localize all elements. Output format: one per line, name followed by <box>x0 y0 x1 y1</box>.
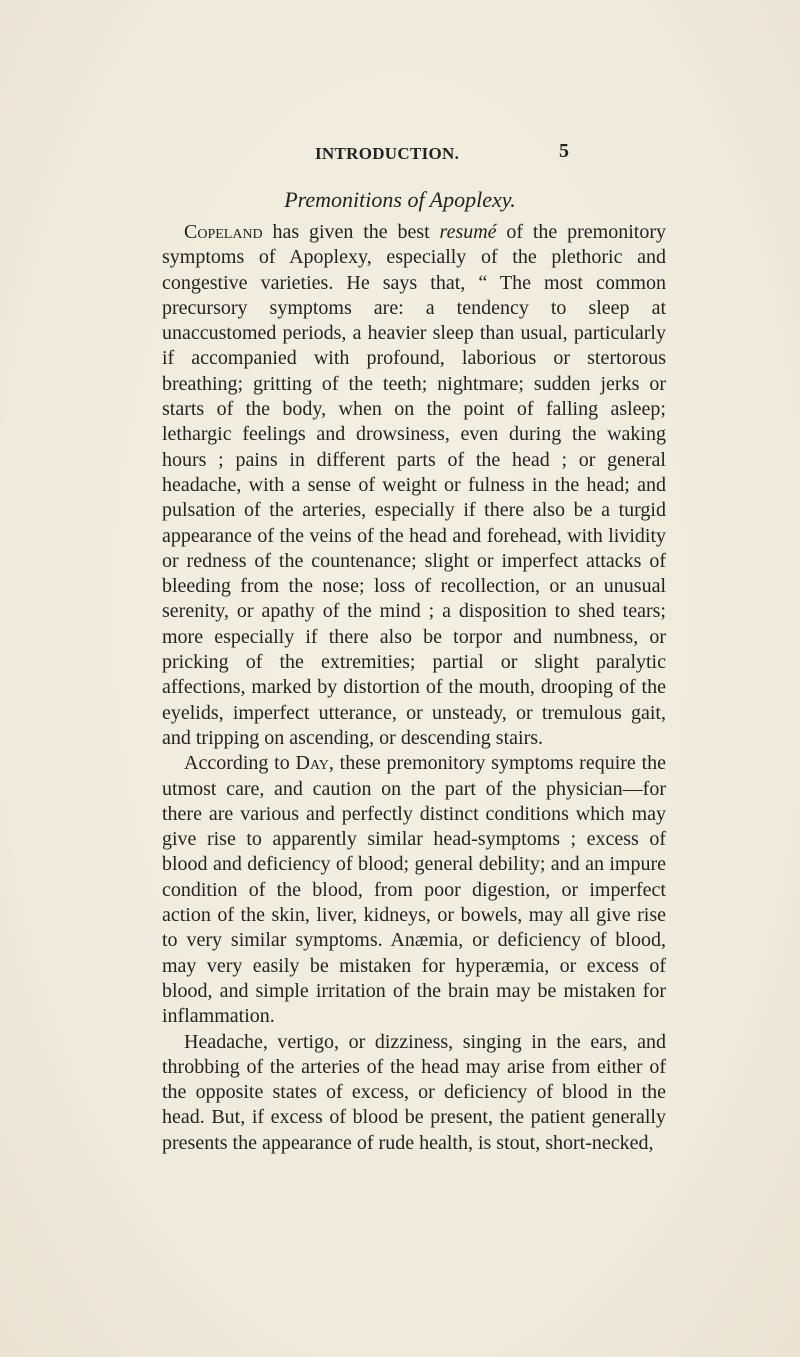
section-title: Premonitions of Apoplexy. <box>284 187 516 212</box>
italic-word: resumé <box>439 221 497 243</box>
paragraph-text: According to <box>184 752 296 775</box>
body-text <box>162 220 666 1156</box>
running-head <box>0 142 800 172</box>
page-number: 5 <box>559 140 569 162</box>
paragraph-day <box>162 751 666 1029</box>
paragraph-text: of the premonitory symptoms of Apoplexy, especially of the plethoric and congestive varieties. He says that, “ The most common precursory symptoms are: a tendency to sleep at unaccustomed periods, a heavier sleep than usual, particularly if accompanied with profound, laborious or stertorous breathing; gritting of the teeth; nightmare; sudden jerks or starts of the body, when on the point of falling asleep; lethargic feelings and drowsiness, even during the waking hours ; pains in different parts of the head ; or general headache, with a sense of weight or fulness in the head; and pulsation of the arteries, especially if there also be a turgid appearance of the veins of the head and forehead, with lividity or redness of the countenance; slight or imperfect attacks of bleeding from the nose; loss of recollection, or an unusual serenity, or apathy of the mind ; a disposition to shed tears; more especially if there also be torpor and numbness, or pricking of the extremities; partial or slight paralytic affections, marked by distortion of the mouth, drooping of the eyelids, imperfect utterance, or unsteady, or tremulous gait, and tripping on ascending, or descending stairs. <box>162 221 666 749</box>
paragraph-headache <box>162 1030 666 1156</box>
author-name-copeland: Copeland <box>184 221 263 243</box>
paragraph-copeland <box>162 220 666 751</box>
paragraph-text: has given the best <box>262 221 440 243</box>
paragraph-text: , these premonitory symptoms require the utmost care, and caution on the part of the physician—for there are various and perfectly distinct conditions which may give rise to apparently similar head-symptoms ; excess of blood and deficiency of blood; general debility; and an impure condition of the blood, from poor digestion, or imperfect action of the skin, liver, kidneys, or bowels, may all give rise to very similar symptoms. Anæmia, or deficiency of blood, may very easily be mistaken for hyperæmia, or excess of blood, and simple irritation of the brain may be mistaken for inflammation. <box>162 752 666 1028</box>
running-head-title: INTRODUCTION. <box>315 144 460 163</box>
paragraph-text: Headache, vertigo, or dizziness, singing in the ears, and throbbing of the arteries of the head may arise from either of the opposite states of excess, or deficiency of blood in the head. But, if excess of blood be present, the patient generally presents the appearance of rude health, is stout, short-necked, <box>162 1030 666 1154</box>
author-name-day: Day <box>295 752 329 775</box>
